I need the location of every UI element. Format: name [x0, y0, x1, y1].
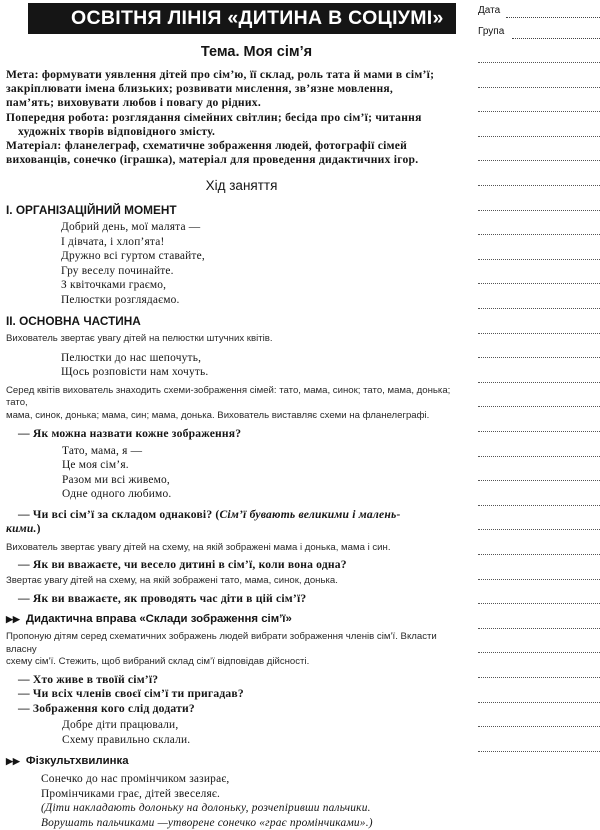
notes-line[interactable]	[478, 726, 600, 727]
notes-line[interactable]	[478, 480, 600, 481]
teacher-note: Серед квітів вихователь знаходить схеми-зображення сімей: тато, мама, синок; тато, мама, донька; тато,	[6, 384, 451, 409]
notes-line[interactable]	[478, 234, 600, 235]
question: — Чи всіх членів своєї сім’ї ти пригадав?	[18, 687, 244, 701]
notes-line[interactable]	[478, 505, 600, 506]
notes-line[interactable]	[478, 283, 600, 284]
notes-line[interactable]	[478, 603, 600, 604]
verse-line: Пелюстки розглядаємо.	[61, 293, 180, 306]
goal-line-1: формувати уявлення дітей про сім’ю, її склад, роль тата й мами в сім’ї;	[38, 68, 435, 81]
section-header-bar	[28, 3, 456, 34]
notes-line[interactable]	[478, 160, 600, 161]
notes-line[interactable]	[478, 652, 600, 653]
verse-line: З квіточками граємо,	[61, 279, 167, 292]
notes-line[interactable]	[478, 456, 600, 457]
didactic-title-text: Дидактична вправа «Склади зображення сім’ї»	[25, 613, 292, 626]
goal-paragraph	[6, 68, 467, 82]
notes-line[interactable]	[478, 628, 600, 629]
date-line[interactable]	[506, 17, 600, 18]
bracket-close: )	[36, 522, 41, 536]
prep-paragraph	[6, 111, 467, 125]
physical-minute-title	[6, 754, 467, 769]
notes-line[interactable]	[478, 308, 600, 309]
question-continued	[6, 522, 467, 537]
lesson-content	[6, 40, 467, 830]
group-line[interactable]	[512, 38, 600, 39]
instruction-line: (Діти накладають долоньку на долоньку, розчепіривши пальчики.	[41, 802, 371, 815]
verse-line: Щось розповісти нам хочуть.	[61, 366, 209, 379]
question: — Як можна назвати кожне зображення?	[18, 427, 242, 441]
notes-line[interactable]	[478, 185, 600, 186]
lesson-theme-title: Тема. Моя сім’я	[200, 44, 313, 60]
group-label: Група	[478, 26, 505, 37]
material-label: Матеріал:	[6, 139, 62, 153]
instruction-line: Ворушать пальчиками —утворене сонечко «грає промінчиками».)	[41, 816, 373, 829]
verse-line: Одне одного любимо.	[62, 488, 172, 501]
section-2-title: II. ОСНОВНА ЧАСТИНА	[6, 314, 141, 329]
notes-line[interactable]	[478, 554, 600, 555]
teacher-note: схему сім’ї. Стежить, щоб вибраний склад сім’ї відповідав дійсності.	[6, 656, 310, 668]
material-line-1: фланелеграф, схематичне зображення людей, фотографії сімей	[61, 139, 408, 153]
greeting-verse	[6, 220, 467, 307]
question	[6, 508, 467, 523]
teacher-note: Пропоную дітям серед схематичних зображень людей вибрати зображення членів сім’ї. Вкласти власну	[6, 631, 437, 655]
verse-line: Пелюстки до нас шепочуть,	[61, 351, 202, 364]
notes-line[interactable]	[478, 136, 600, 137]
question: — Хто живе в твоїй сім’ї?	[18, 672, 159, 686]
course-title: Хід заняття	[205, 178, 278, 194]
notes-line[interactable]	[478, 87, 600, 88]
double-arrow-icon: ▶▶	[6, 756, 20, 767]
question: — Як ви вважаєте, як проводять час діти в цій сім’ї?	[18, 591, 307, 605]
praise-verse	[6, 718, 467, 747]
section-1-title: I. ОРГАНІЗАЦІЙНИЙ МОМЕНТ	[6, 203, 177, 218]
verse-line: Схему правильно склали.	[62, 733, 191, 746]
sun-verse	[6, 772, 467, 830]
verse-line: Дружно всі гуртом ставайте,	[61, 250, 205, 263]
notes-line[interactable]	[478, 677, 600, 678]
answer-text: кими.	[6, 522, 37, 536]
notes-line[interactable]	[478, 259, 600, 260]
notes-line[interactable]	[478, 357, 600, 358]
family-verse	[6, 444, 467, 502]
prep-label: Попередня робота:	[6, 110, 110, 124]
notes-line[interactable]	[478, 333, 600, 334]
answer-text: Сім’ї бувають великими і малень-	[219, 507, 401, 521]
petals-verse	[6, 351, 467, 380]
notes-line[interactable]	[478, 406, 600, 407]
verse-line: Добрий день, мої малята —	[61, 221, 201, 234]
verse-line: Тато, мама, я —	[62, 444, 143, 457]
date-label: Дата	[478, 5, 501, 16]
verse-line: Разом ми всі живемо,	[62, 473, 170, 486]
notes-line[interactable]	[478, 579, 600, 580]
goal-label: Мета:	[6, 68, 39, 81]
verse-line: Це моя сім’я.	[62, 459, 129, 472]
notes-line[interactable]	[478, 529, 600, 530]
question: — Як ви вважаєте, чи весело дитині в сім’ї, коли вона одна?	[18, 557, 347, 571]
notes-line[interactable]	[478, 210, 600, 211]
notes-line[interactable]	[478, 382, 600, 383]
section-title: ОСВІТНЯ ЛІНІЯ «ДИТИНА В СОЦІУМІ»	[71, 7, 444, 29]
notes-line[interactable]	[478, 751, 600, 752]
goal-line-2: закріплювати імена близьких; розвивати мислення, зв’язне мовлення,	[6, 82, 394, 96]
lesson-info	[6, 68, 467, 167]
notes-line[interactable]	[478, 62, 600, 63]
teacher-note: Звертає увагу дітей на схему, на якій зображені тато, мама, синок, донька.	[6, 575, 338, 587]
double-arrow-icon: ▶▶	[6, 614, 20, 625]
prep-line-1: розглядання сімейних світлин; бесіда про сім’ї; читання	[109, 110, 422, 124]
material-line-2: вихованців, сонечко (іграшка), матеріал для проведення дидактичних ігор.	[6, 153, 419, 167]
teacher-note: мама, синок, донька; мама, син; мама, донька. Вихователь виставляє схеми на фланелеграфі.	[6, 409, 430, 421]
teacher-note: Вихователь звертає увагу дітей на пелюстки штучних квітів.	[6, 333, 273, 345]
notes-line[interactable]	[478, 111, 600, 112]
goal-line-3: пам’ять; виховувати любов і повагу до рідних.	[6, 96, 261, 110]
verse-line: Сонечко до нас промінчиком зазирає,	[41, 773, 230, 786]
verse-line: Промінчиками грає, дітей звеселяє.	[41, 787, 221, 800]
notes-line[interactable]	[478, 431, 600, 432]
prep-line-2: художніх творів відповідного змісту.	[18, 124, 216, 138]
question: — Зображення кого слід додати?	[18, 701, 195, 715]
material-paragraph	[6, 139, 467, 153]
verse-line: Гру веселу починайте.	[61, 264, 174, 277]
verse-line: І дівчата, і хлоп’ята!	[61, 235, 165, 248]
verse-line: Добре діти працювали,	[62, 719, 179, 732]
question-text: — Чи всі сім’ї за складом однакові? (	[18, 507, 220, 521]
teacher-note: Вихователь звертає увагу дітей на схему, на якій зображені мама і донька, мама і син.	[6, 541, 391, 553]
notes-line[interactable]	[478, 702, 600, 703]
didactic-exercise-title	[6, 612, 467, 627]
physical-title-text: Фізкультхвилинка	[25, 755, 129, 768]
